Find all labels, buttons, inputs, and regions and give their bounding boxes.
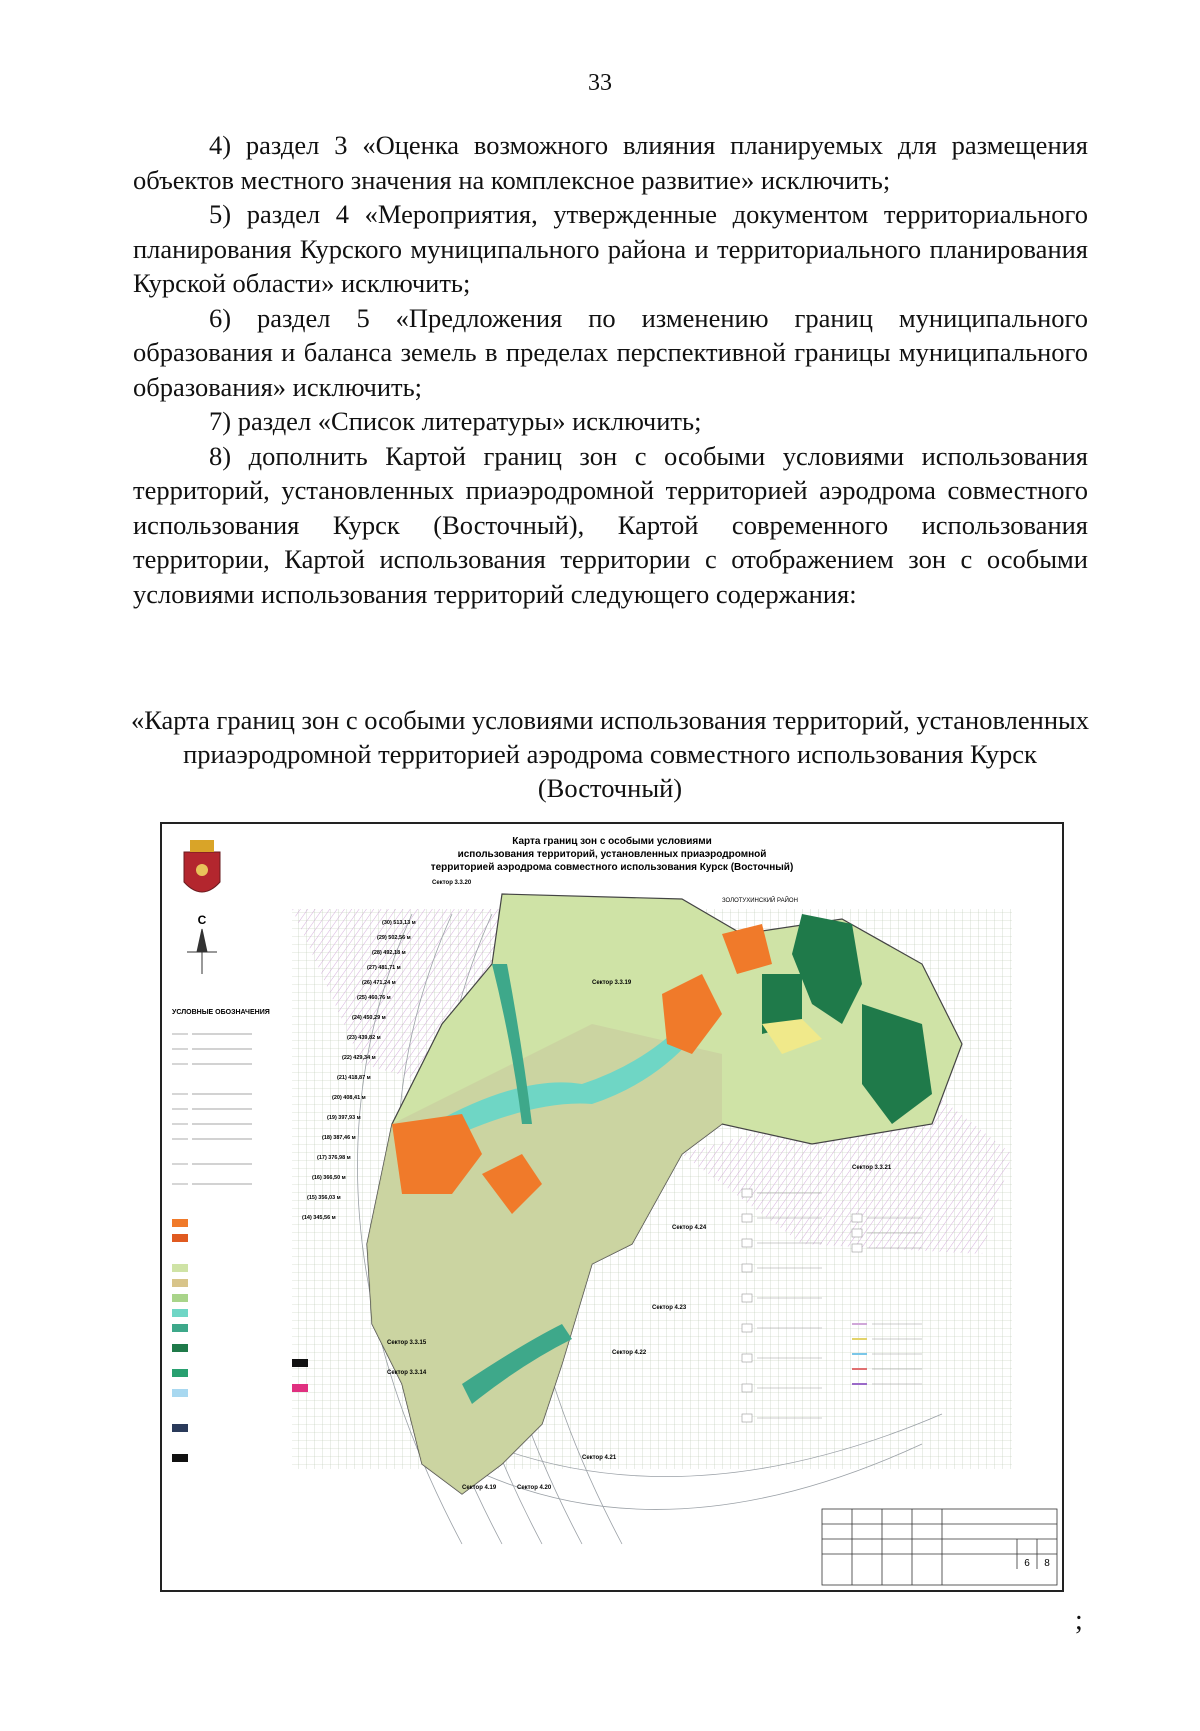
paragraph-item-5: 5) раздел 4 «Мероприятия, утвержденные документом территориального планирования Курского муниципального района и территориального планирования Курской области» исключить; [133,199,1088,298]
svg-text:(25) 460,76 м: (25) 460,76 м [357,995,391,1001]
map-title-line-2: использования территорий, установленных приаэродромной [457,849,767,860]
map-svg [162,824,1062,1590]
svg-text:(19) 397,93 м: (19) 397,93 м [327,1115,361,1121]
paragraph-item-4: 4) раздел 3 «Оценка возможного влияния планируемых для размещения объектов местного значения на комплексное развитие» исключить; [133,130,1088,195]
legend-title: УСЛОВНЫЕ ОБОЗНАЧЕНИЯ [172,1009,270,1016]
sector-label: Сектор 4.21 [582,1455,617,1461]
page-number: 33 [588,70,612,96]
svg-text:(21) 418,87 м: (21) 418,87 м [337,1075,371,1081]
document-body [133,128,1088,611]
map-title-line-1: Карта границ зон с особыми условиями [512,836,712,847]
map-title-line-3: территорией аэродрома совместного использования Курск (Восточный) [430,862,794,873]
map-caption: «Карта границ зон с особыми условиями использования территорий, установленных приаэродромной территорией аэродрома совместного использования Курск (Восточный) [130,705,1090,803]
svg-text:(23) 439,82 м: (23) 439,82 м [347,1035,381,1041]
sector-label: Сектор 4.19 [462,1485,497,1491]
title-block [822,1509,1057,1585]
sector-label: Сектор 3.3.21 [852,1165,892,1171]
svg-text:(16) 366,50 м: (16) 366,50 м [312,1175,346,1181]
svg-text:(28) 492,18 м: (28) 492,18 м [372,950,406,956]
trailing-mark: ; [1075,1605,1083,1636]
north-label: С [197,913,207,927]
svg-text:(15) 356,03 м: (15) 356,03 м [307,1195,341,1201]
sector-label: Сектор 4.20 [517,1485,552,1491]
svg-text:(14) 345,56 м: (14) 345,56 м [302,1215,336,1221]
sector-label: Сектор 4.23 [652,1305,687,1311]
sheet-total: 8 [1044,1558,1050,1569]
sector-label: Сектор 3.3.15 [387,1340,427,1346]
map-figure [160,822,1064,1592]
paragraph-item-6: 6) раздел 5 «Предложения по изменению границ муниципального образования и баланса земель в пределах перспективной границы муниципального образования» исключить; [133,302,1088,402]
sector-label: Сектор 3.3.19 [592,980,632,986]
sheet-number: 6 [1024,1558,1030,1569]
paragraph-item-8: 8) дополнить Картой границ зон с особыми условиями использования территорий, установленных приаэродромной территорией аэродрома совместного использования Курск (Восточный), Картой современного использования территории, Картой использования территории с отображением зон с особыми условиями использования территорий следующего содержания: [133,440,1088,609]
svg-text:(17) 376,98 м: (17) 376,98 м [317,1155,351,1161]
legend-swatches [172,1219,308,1462]
legend-lines [172,1034,252,1184]
svg-text:(27) 481,71 м: (27) 481,71 м [367,965,401,971]
svg-text:(24) 450,29 м: (24) 450,29 м [352,1015,386,1021]
sector-label: Сектор 3.3.14 [387,1370,427,1376]
svg-text:(20) 408,41 м: (20) 408,41 м [332,1095,366,1101]
compass-icon [187,929,217,974]
svg-text:(22) 429,34 м: (22) 429,34 м [342,1055,376,1061]
paragraph-item-7: 7) раздел «Список литературы» исключить; [209,406,702,436]
sector-label: Сектор 4.22 [612,1350,647,1356]
sector-label: Сектор 3.3.20 [432,880,472,886]
coat-of-arms-icon [184,840,220,892]
district-label: ЗОЛОТУХИНСКИЙ РАЙОН [722,898,798,904]
svg-text:(18) 387,46 м: (18) 387,46 м [322,1135,356,1141]
svg-text:(30) 513,13 м: (30) 513,13 м [382,920,416,926]
svg-text:(29) 502,56 м: (29) 502,56 м [377,935,411,941]
sector-label: Сектор 4.24 [672,1225,707,1231]
svg-text:(26) 471,24 м: (26) 471,24 м [362,980,396,986]
